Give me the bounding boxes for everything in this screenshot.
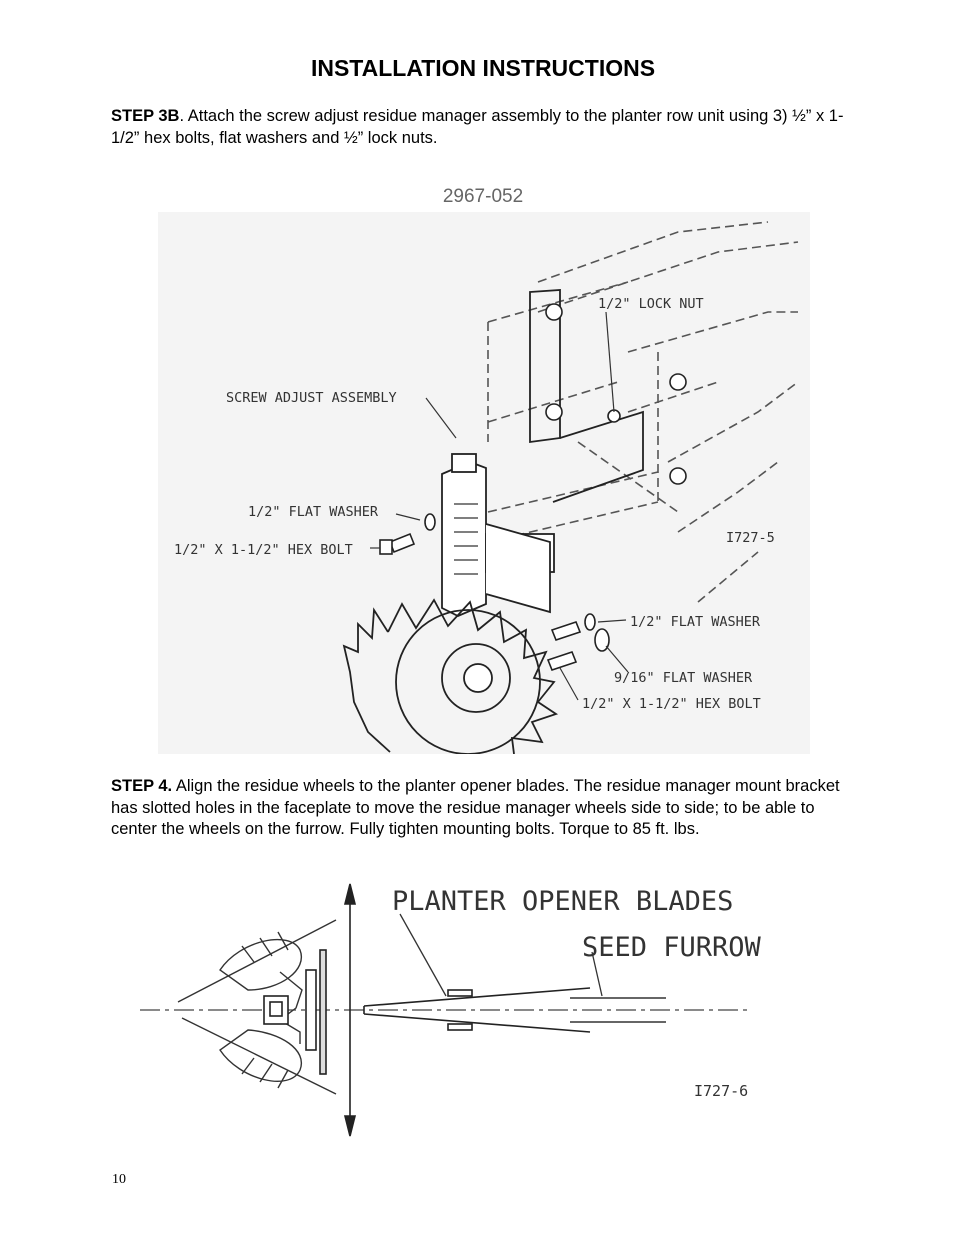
figure-2-drawing — [130, 870, 820, 1150]
step-3b-label: STEP 3B — [111, 107, 180, 125]
figure-1-screw-adjust-installation — [158, 212, 810, 754]
step-3b-paragraph — [111, 106, 851, 149]
figure-1-drawing — [158, 212, 810, 754]
figure-1-code: 2967-052 — [442, 186, 524, 207]
label-planter-opener-blades: PLANTER OPENER BLADES — [392, 886, 734, 917]
label-flat-washer-left: 1/2" FLAT WASHER — [248, 504, 379, 520]
label-lock-nut: 1/2" LOCK NUT — [598, 296, 704, 312]
label-hex-bolt-right: 1/2" X 1-1/2" HEX BOLT — [582, 696, 761, 712]
label-flat-washer-9-16: 9/16" FLAT WASHER — [614, 670, 753, 686]
step-4-paragraph — [111, 776, 851, 841]
label-drawing-id-1: I727-5 — [726, 530, 775, 546]
step-4-label: STEP 4. — [111, 777, 173, 795]
page-title: INSTALLATION INSTRUCTIONS — [310, 55, 656, 81]
label-hex-bolt-left: 1/2" X 1-1/2" HEX BOLT — [174, 542, 353, 558]
page-number: 10 — [112, 1172, 126, 1187]
step-3b-text: . Attach the screw adjust residue manager assembly to the planter row unit using 3) ½” x 1-1/2” hex bolts, flat washers and ½” lock nuts. — [111, 107, 844, 147]
label-seed-furrow: SEED FURROW — [582, 932, 761, 963]
figure-2-wheel-alignment — [130, 870, 820, 1150]
step-4-text: Align the residue wheels to the planter opener blades. The residue manager mount bracket has slotted holes in the faceplate to move the residue manager wheels side to side; to be able to center the wheels on the furrow. Fully tighten mounting bolts. Torque to 85 ft. lbs. — [111, 777, 840, 838]
label-drawing-id-2: I727-6 — [694, 1082, 749, 1100]
label-screw-adjust-assembly: SCREW ADJUST ASSEMBLY — [226, 390, 397, 406]
label-flat-washer-right: 1/2" FLAT WASHER — [630, 614, 761, 630]
